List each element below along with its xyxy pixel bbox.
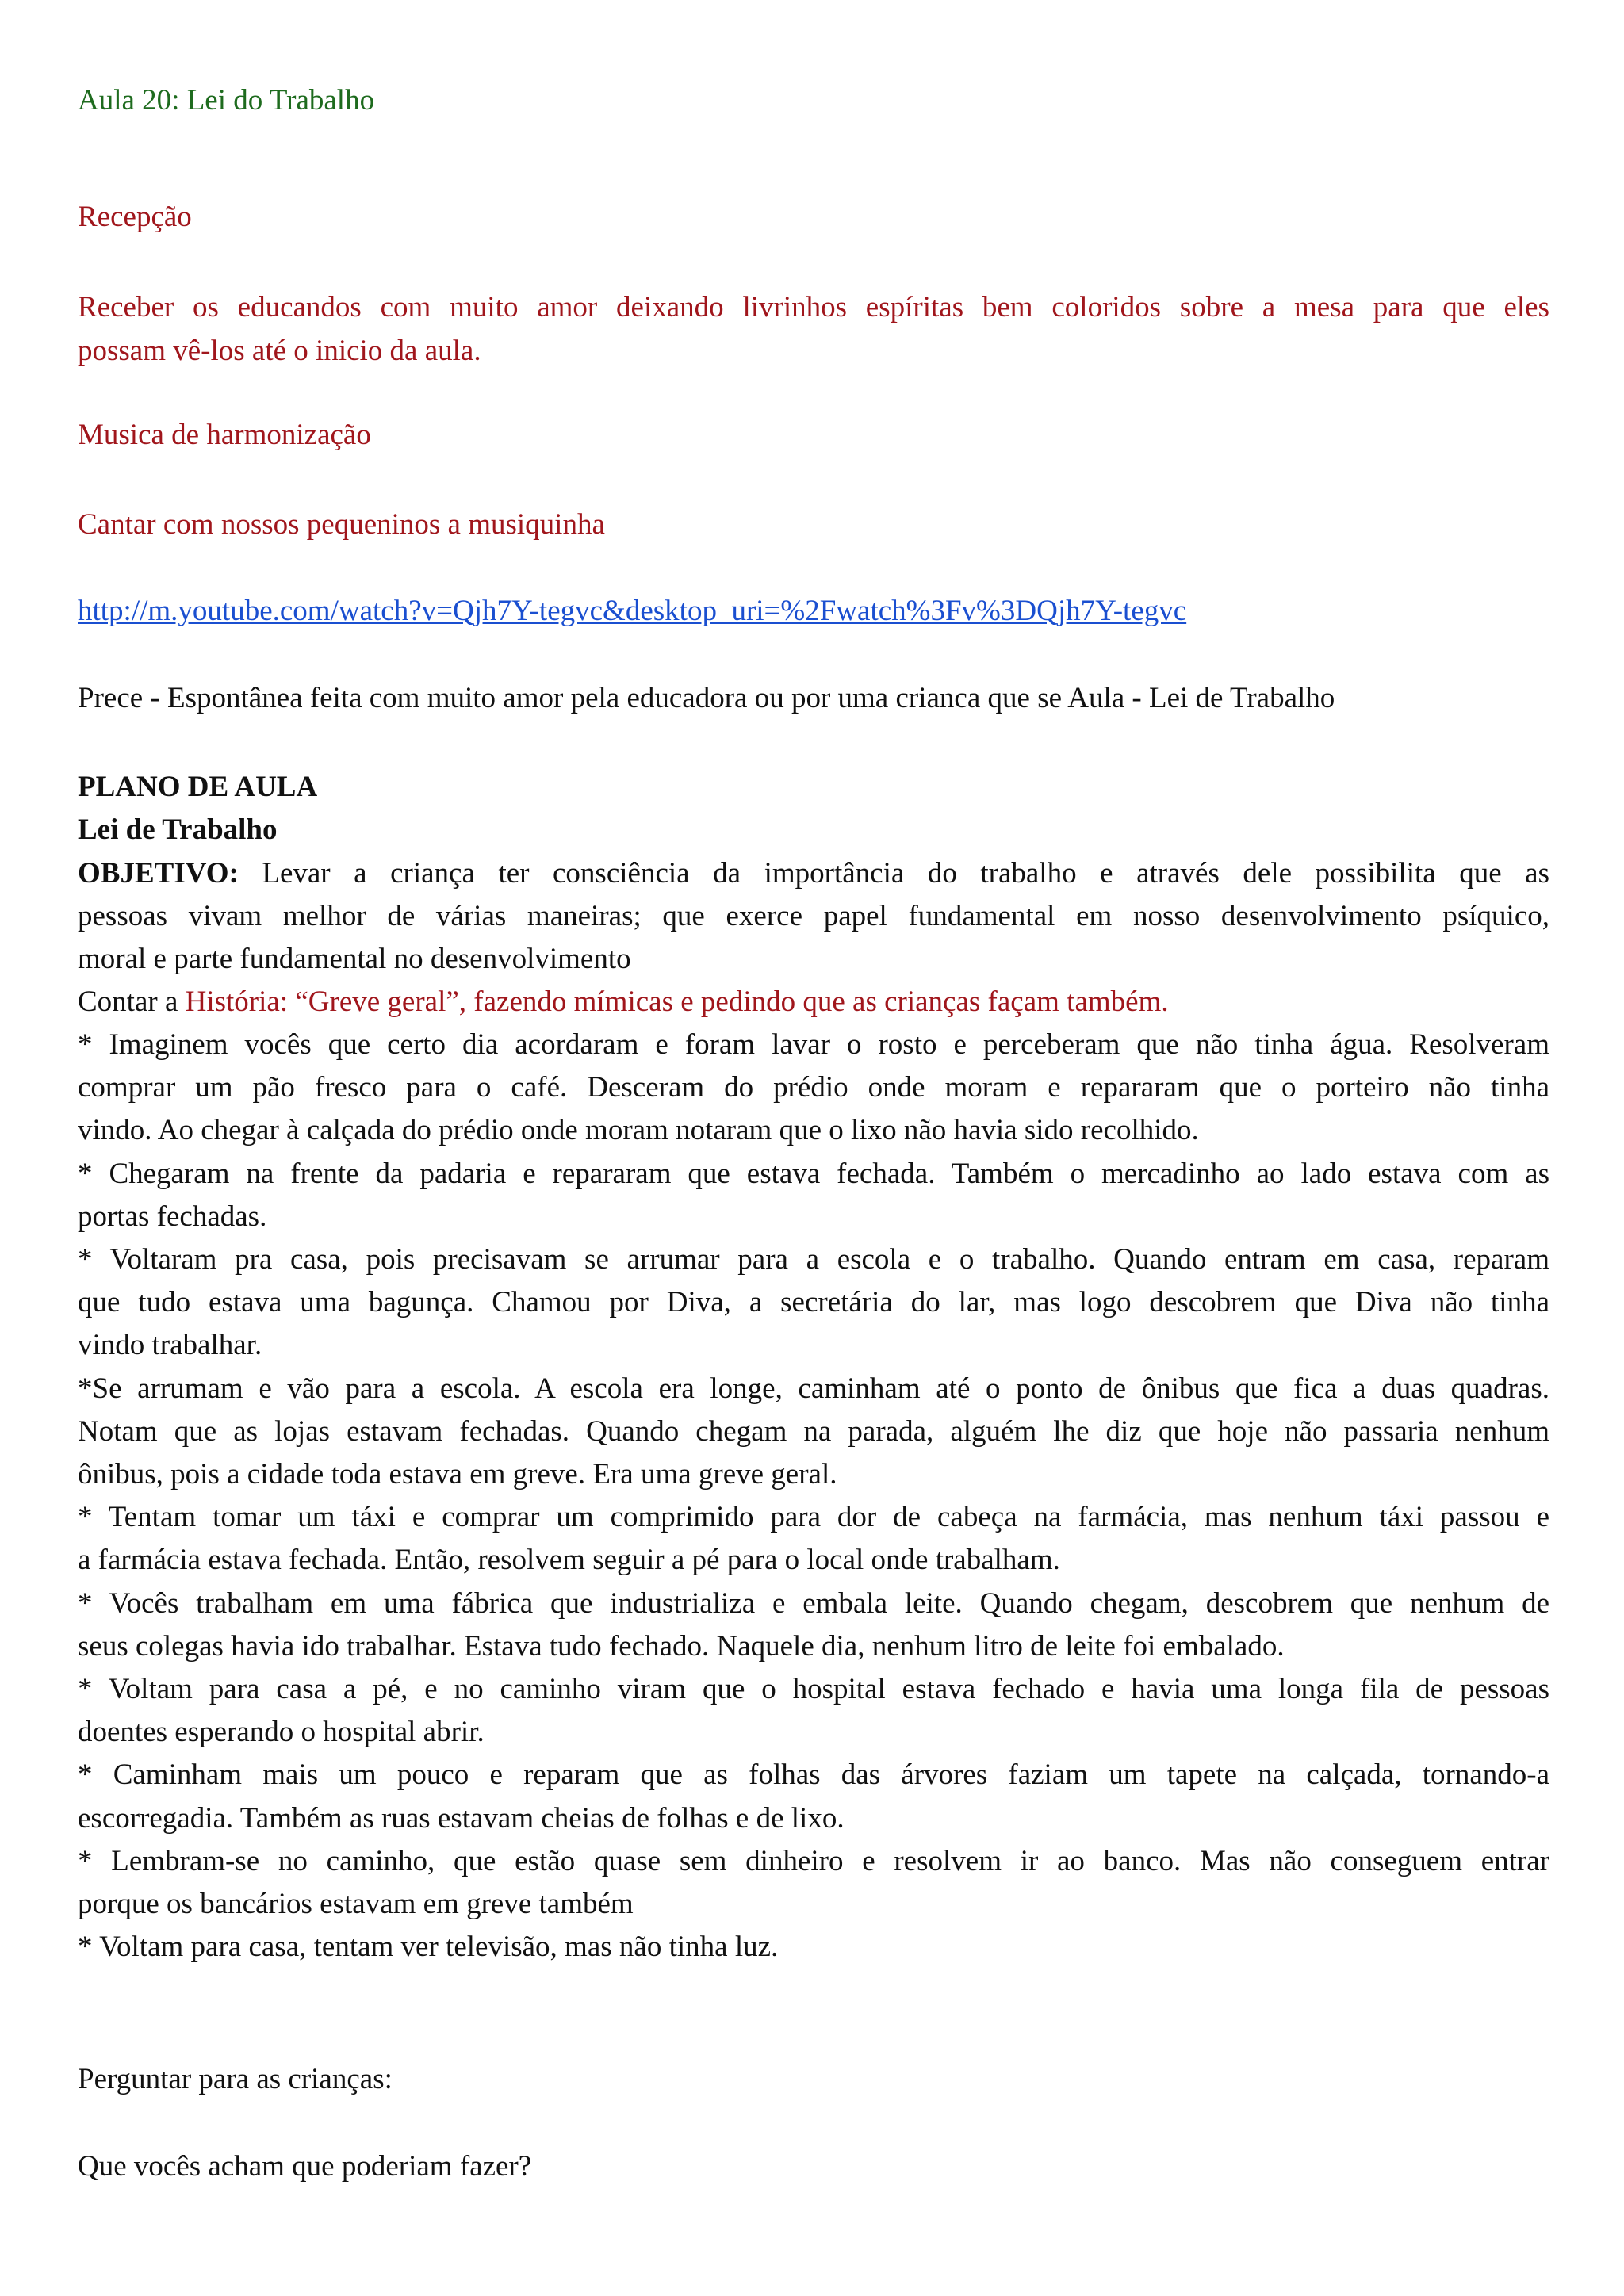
story-line: * Voltam para casa a pé, e no caminho viram que o hospital estava fechado e havia uma longa fila de pessoas — [78, 1673, 1549, 1705]
story-line: * Chegaram na frente da padaria e repararam que estava fechada. Também o mercadinho ao lado estava com as — [78, 1158, 1549, 1190]
objetivo-line-1 — [78, 859, 1549, 888]
story-line: comprar um pão fresco para o café. Desceram do prédio onde moram e repararam que o porteiro não tinha — [78, 1071, 1549, 1104]
story-line: vindo. Ao chegar à calçada do prédio onde moram notaram que o lixo não havia sido recolhido. — [78, 1114, 1199, 1146]
objetivo-text-1: Levar a criança ter consciência da importância do trabalho e através dele possibilita que as — [262, 857, 1550, 890]
story-line: * Voltaram pra casa, pois precisavam se arrumar para a escola e o trabalho. Quando entram em casa, reparam — [78, 1243, 1549, 1276]
objetivo-line-2: pessoas vivam melhor de várias maneiras; que exerce papel fundamental em nosso desenvolvimento psíquico, — [78, 900, 1549, 932]
contar-line — [78, 987, 1169, 1016]
story-line: *Se arrumam e vão para a escola. A escola era longe, caminham até o ponto de ônibus que fica a duas quadras. — [78, 1372, 1549, 1405]
recepcao-line-2: possam vê-los até o inicio da aula. — [78, 335, 481, 367]
story-line: * Imaginem vocês que certo dia acordaram e foram lavar o rosto e perceberam que não tinha água. Resolveram — [78, 1028, 1549, 1061]
historia-title: História: “Greve geral”, fazendo mímicas e pedindo que as crianças façam também. — [185, 985, 1169, 1018]
perguntar-text: Perguntar para as crianças: — [78, 2063, 393, 2095]
recepcao-line-1: Receber os educandos com muito amor deixando livrinhos espíritas bem coloridos sobre a mesa para que eles — [78, 291, 1549, 323]
plano-subheading: Lei de Trabalho — [78, 813, 278, 846]
story-line: Notam que as lojas estavam fechadas. Quando chegam na parada, alguém lhe diz que hoje não passaria nenhum — [78, 1415, 1549, 1448]
objetivo-label: OBJETIVO: — [78, 857, 239, 890]
story-line: * Caminham mais um pouco e reparam que as folhas das árvores faziam um tapete na calçada, tornando-a — [78, 1758, 1549, 1791]
story-line: ônibus, pois a cidade toda estava em greve. Era uma greve geral. — [78, 1458, 837, 1490]
objetivo-line-3: moral e parte fundamental no desenvolvimento — [78, 943, 631, 975]
recepcao-heading: Recepção — [78, 201, 192, 233]
musica-text: Cantar com nossos pequeninos a musiquinha — [78, 508, 605, 541]
story-line: seus colegas havia ido trabalhar. Estava tudo fechado. Naquele dia, nenhum litro de leite foi embalado. — [78, 1630, 1285, 1663]
youtube-link[interactable]: http://m.youtube.com/watch?v=Qjh7Y-tegvc&desktop_uri=%2Fwatch%3Fv%3DQjh7Y-tegvc — [78, 595, 1187, 627]
story-line: * Voltam para casa, tentam ver televisão, mas não tinha luz. — [78, 1931, 779, 1963]
story-line: doentes esperando o hospital abrir. — [78, 1716, 485, 1748]
story-line: * Vocês trabalham em uma fábrica que industrializa e embala leite. Quando chegam, descobrem que nenhum de — [78, 1587, 1549, 1620]
question-text: Que vocês acham que poderiam fazer? — [78, 2150, 532, 2183]
plano-heading: PLANO DE AULA — [78, 771, 318, 803]
story-line: vindo trabalhar. — [78, 1329, 262, 1361]
story-line: portas fechadas. — [78, 1200, 267, 1233]
story-line: porque os bancários estavam em greve também — [78, 1888, 634, 1920]
story-line: que tudo estava uma bagunça. Chamou por Diva, a secretária do lar, mas logo descobrem que Diva não tinha — [78, 1286, 1549, 1318]
page-title: Aula 20: Lei do Trabalho — [78, 84, 375, 117]
contar-prefix: Contar a — [78, 985, 178, 1018]
musica-heading: Musica de harmonização — [78, 419, 371, 451]
story-line: escorregadia. Também as ruas estavam cheias de folhas e de lixo. — [78, 1802, 845, 1835]
story-line: * Lembram-se no caminho, que estão quase sem dinheiro e resolvem ir ao banco. Mas não conseguem entrar — [78, 1845, 1549, 1877]
story-line: * Tentam tomar um táxi e comprar um comprimido para dor de cabeça na farmácia, mas nenhum táxi passou e — [78, 1501, 1549, 1533]
story-line: a farmácia estava fechada. Então, resolvem seguir a pé para o local onde trabalham. — [78, 1544, 1060, 1576]
prece-text: Prece - Espontânea feita com muito amor pela educadora ou por uma crianca que se Aula - Lei de Trabalho — [78, 682, 1335, 714]
